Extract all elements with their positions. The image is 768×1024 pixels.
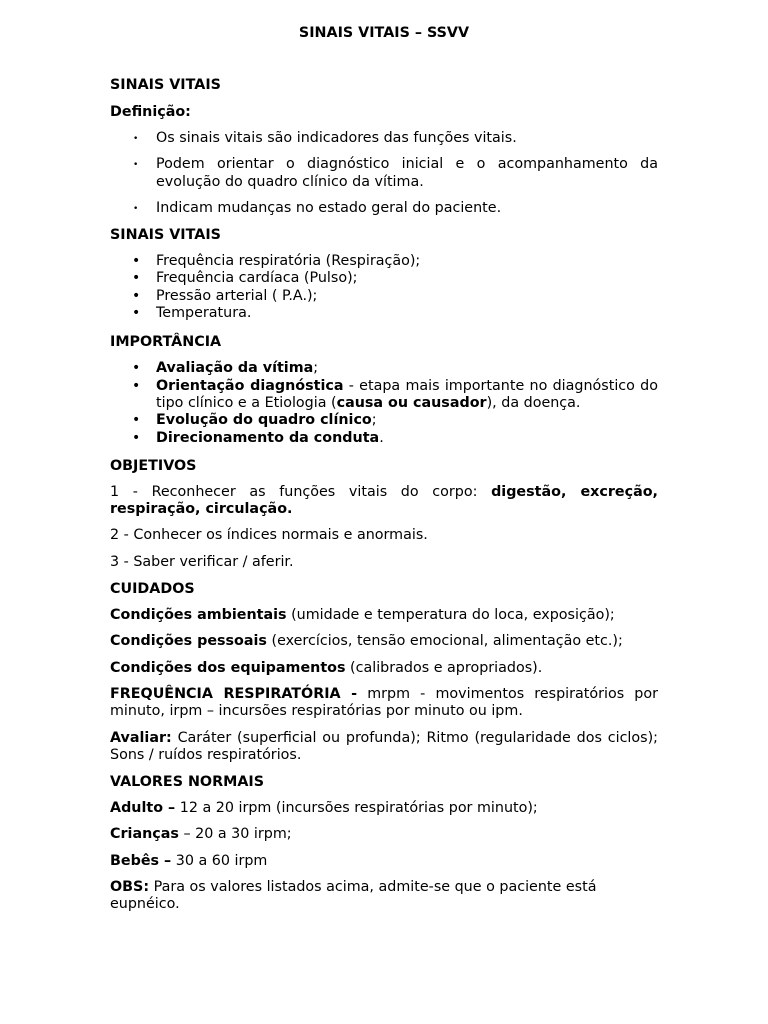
normal-value-bold: Crianças	[110, 826, 179, 843]
list-item-text: Frequência respiratória (Respiração);	[156, 253, 421, 270]
normal-value-text: – 20 a 30 irpm;	[178, 826, 292, 843]
objective-bold: digestão, excreção, respiração, circulação.	[110, 483, 658, 518]
care-item-text: (umidade e temperatura do loca, exposição);	[286, 607, 615, 624]
list-item	[110, 430, 658, 447]
evaluate-text: Caráter (superficial ou profunda); Ritmo (regularidade dos ciclos); Sons / ruídos respiratórios.	[110, 729, 658, 763]
list-item-text: ;	[313, 360, 319, 377]
bullet-icon: •	[132, 305, 141, 322]
list-item-text: ), da doença.	[486, 394, 581, 411]
bullet-icon: •	[133, 203, 139, 214]
evaluate-bold: Avaliar:	[110, 729, 172, 746]
care-item	[110, 660, 658, 677]
list-item	[110, 253, 658, 270]
definition-heading: Definição:	[110, 104, 191, 120]
document-page	[110, 24, 658, 923]
list-item-text: Os sinais vitais são indicadores das funções vitais.	[156, 130, 517, 146]
bullet-icon: •	[132, 429, 141, 446]
bullet-icon: •	[132, 412, 141, 429]
list-item	[110, 360, 658, 377]
observation-paragraph	[110, 879, 658, 914]
list-item-text: Indicam mudanças no estado geral do paciente.	[156, 199, 502, 216]
section-heading-sinais-vitais-list: SINAIS VITAIS	[110, 227, 221, 244]
section-heading-objetivos: OBJETIVOS	[110, 457, 197, 474]
section-heading-valores-normais: VALORES NORMAIS	[110, 774, 264, 791]
normal-value-adult	[110, 800, 658, 817]
document-title: SINAIS VITAIS – SSVV	[298, 25, 470, 41]
normal-value-children	[110, 826, 658, 843]
section-heading-importancia: IMPORTÂNCIA	[110, 334, 222, 351]
list-item	[110, 412, 658, 429]
objective-3: 3 - Saber verificar / aferir.	[110, 553, 294, 570]
observation-bold: OBS:	[110, 879, 150, 896]
list-item-bold: Orientação diagnóstica	[156, 377, 344, 394]
list-item-text: Podem orientar o diagnóstico inicial e o acompanhamento da evolução do quadro clínico da vítima.	[156, 156, 658, 190]
care-item	[110, 607, 658, 624]
care-item	[110, 633, 658, 650]
bullet-icon: •	[133, 160, 139, 171]
list-item	[110, 288, 658, 305]
list-item	[110, 200, 658, 217]
importance-list	[110, 360, 658, 446]
vital-signs-list	[110, 253, 658, 322]
observation-text: Para os valores listados acima, admite-se que o paciente está eupnéico.	[110, 879, 597, 913]
bullet-icon: •	[132, 253, 141, 270]
bullet-icon: •	[132, 287, 141, 304]
respiratory-rate-text: mrpm - movimentos respiratórios por minuto, irpm – incursões respiratórias por minuto ou ipm.	[110, 685, 658, 720]
evaluate-paragraph	[110, 730, 658, 765]
care-item-bold: Condições ambientais	[110, 607, 287, 624]
respiratory-rate-paragraph	[110, 686, 658, 721]
list-item-bold: Direcionamento da conduta	[156, 429, 380, 446]
list-item	[110, 156, 658, 191]
normal-value-text: 12 a 20 irpm (incursões respiratórias por minuto);	[175, 800, 538, 817]
bullet-icon: •	[132, 377, 141, 394]
normal-value-bold: Adulto –	[110, 800, 176, 817]
objective-2: 2 - Conhecer os índices normais e anormais.	[110, 527, 428, 544]
normal-value-text: 30 a 60 irpm	[171, 852, 268, 869]
respiratory-rate-bold: FREQUÊNCIA RESPIRATÓRIA -	[110, 685, 358, 702]
list-item-bold: Avaliação da vítima	[156, 360, 314, 377]
list-item-text: Pressão arterial ( P.A.);	[156, 287, 318, 304]
list-item-text: .	[379, 429, 384, 446]
list-item-bold: causa ou causador	[336, 394, 487, 411]
bullet-icon: •	[133, 134, 139, 144]
care-item-text: (exercícios, tensão emocional, alimentação etc.);	[266, 633, 623, 650]
list-item	[110, 378, 658, 413]
care-item-bold: Condições dos equipamentos	[110, 659, 346, 676]
list-item-text: Frequência cardíaca (Pulso);	[156, 270, 358, 287]
section-heading-cuidados: CUIDADOS	[110, 581, 195, 598]
list-item	[110, 305, 658, 322]
care-item-bold: Condições pessoais	[110, 633, 267, 650]
section-heading-sinais-vitais: SINAIS VITAIS	[110, 77, 221, 93]
normal-value-bold: Bebês –	[110, 852, 172, 869]
objective-1	[110, 484, 658, 519]
bullet-icon: •	[132, 270, 141, 287]
definition-list	[110, 130, 658, 217]
care-item-text: (calibrados e apropriados).	[345, 659, 543, 676]
list-item-bold: Evolução do quadro clínico	[156, 412, 372, 429]
bullet-icon: •	[132, 360, 141, 377]
objective-text: 1 - Reconhecer as funções vitais do corpo:	[110, 483, 492, 500]
normal-value-babies	[110, 853, 658, 870]
list-item-text: - etapa mais importante no diagnóstico do tipo clínico e a Etiologia (	[156, 377, 658, 411]
list-item	[110, 270, 658, 287]
list-item-text: Temperatura.	[156, 305, 252, 322]
list-item-text: ;	[371, 412, 377, 429]
list-item	[110, 130, 658, 147]
